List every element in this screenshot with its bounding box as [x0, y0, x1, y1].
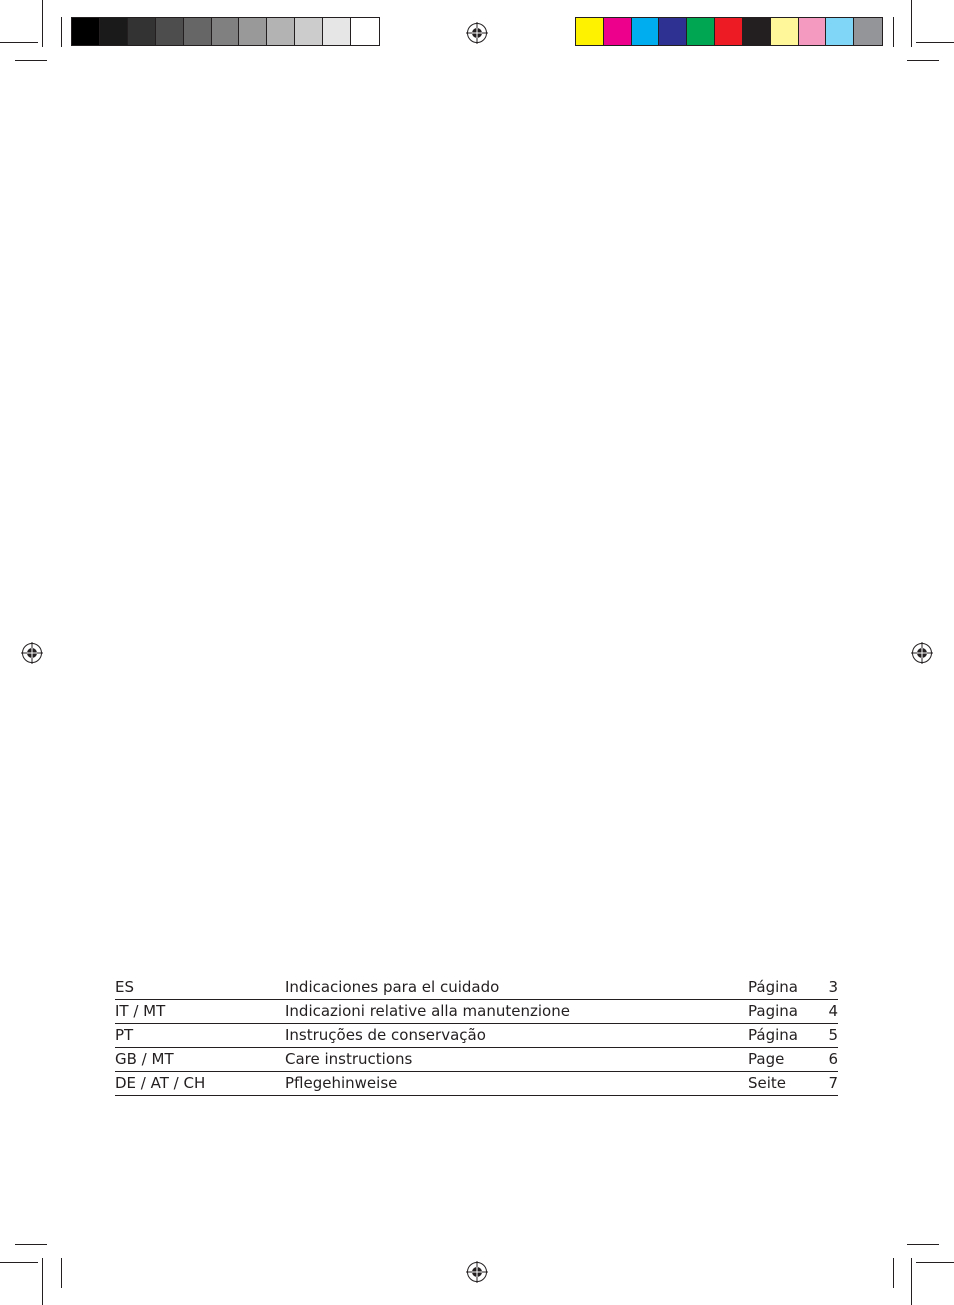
toc-section-title: Care instructions: [285, 1050, 413, 1068]
toc-section-title: Indicaciones para el cuidado: [285, 978, 500, 996]
crop-mark: [893, 17, 894, 47]
color-swatch: [212, 18, 240, 45]
grayscale-swatch-bar: [71, 17, 380, 46]
crop-mark: [61, 17, 62, 47]
crop-mark: [61, 1258, 62, 1288]
color-swatch: [576, 18, 604, 45]
toc-language-code: DE / AT / CH: [115, 1074, 206, 1092]
color-swatch: [323, 18, 351, 45]
color-swatch: [632, 18, 660, 45]
color-swatch: [351, 18, 379, 45]
color-swatch-bar: [575, 17, 883, 46]
toc-section-title: Indicazioni relative alla manutenzione: [285, 1002, 570, 1020]
toc-page-number: 7: [828, 1074, 838, 1092]
color-swatch: [156, 18, 184, 45]
color-swatch: [715, 18, 743, 45]
toc-language-code: ES: [115, 978, 134, 996]
color-swatch: [826, 18, 854, 45]
registration-mark-icon: [466, 1261, 488, 1283]
toc-page-label: Página: [748, 978, 798, 996]
registration-mark-icon: [21, 642, 43, 664]
color-swatch: [267, 18, 295, 45]
toc-page-label: Page: [748, 1050, 785, 1068]
crop-mark: [42, 1258, 43, 1305]
toc-page-label: Pagina: [748, 1002, 798, 1020]
toc-language-code: GB / MT: [115, 1050, 174, 1068]
toc-section-title: Instruções de conservação: [285, 1026, 486, 1044]
toc-page-label: Página: [748, 1026, 798, 1044]
toc-row: [115, 1024, 838, 1048]
toc-page-number: 4: [828, 1002, 838, 1020]
color-swatch: [743, 18, 771, 45]
toc-row: [115, 1000, 838, 1024]
crop-mark: [907, 1244, 939, 1245]
toc-language-code: PT: [115, 1026, 134, 1044]
toc-row: [115, 1072, 838, 1096]
crop-mark: [15, 1244, 47, 1245]
crop-mark: [911, 0, 912, 47]
crop-mark: [907, 60, 939, 61]
crop-mark: [916, 42, 954, 43]
crop-mark: [15, 60, 47, 61]
toc-page-label: Seite: [748, 1074, 787, 1092]
crop-mark: [42, 0, 43, 47]
color-swatch: [799, 18, 827, 45]
crop-mark: [0, 1262, 38, 1263]
toc-page-number: 3: [828, 978, 838, 996]
registration-mark-icon: [911, 642, 933, 664]
color-swatch: [659, 18, 687, 45]
toc-page-number: 6: [828, 1050, 838, 1068]
toc-section-title: Pflegehinweise: [285, 1074, 398, 1092]
table-of-contents: [115, 976, 838, 1096]
crop-mark: [0, 42, 38, 43]
color-swatch: [604, 18, 632, 45]
toc-row: [115, 1048, 838, 1072]
toc-language-code: IT / MT: [115, 1002, 166, 1020]
color-swatch: [72, 18, 100, 45]
color-swatch: [239, 18, 267, 45]
color-swatch: [771, 18, 799, 45]
color-swatch: [184, 18, 212, 45]
color-swatch: [100, 18, 128, 45]
color-swatch: [295, 18, 323, 45]
registration-mark-icon: [466, 22, 488, 44]
crop-mark: [893, 1258, 894, 1288]
toc-page-number: 5: [828, 1026, 838, 1044]
crop-mark: [911, 1258, 912, 1305]
crop-mark: [916, 1262, 954, 1263]
toc-row: [115, 976, 838, 1000]
color-swatch: [687, 18, 715, 45]
color-swatch: [854, 18, 882, 45]
color-swatch: [128, 18, 156, 45]
